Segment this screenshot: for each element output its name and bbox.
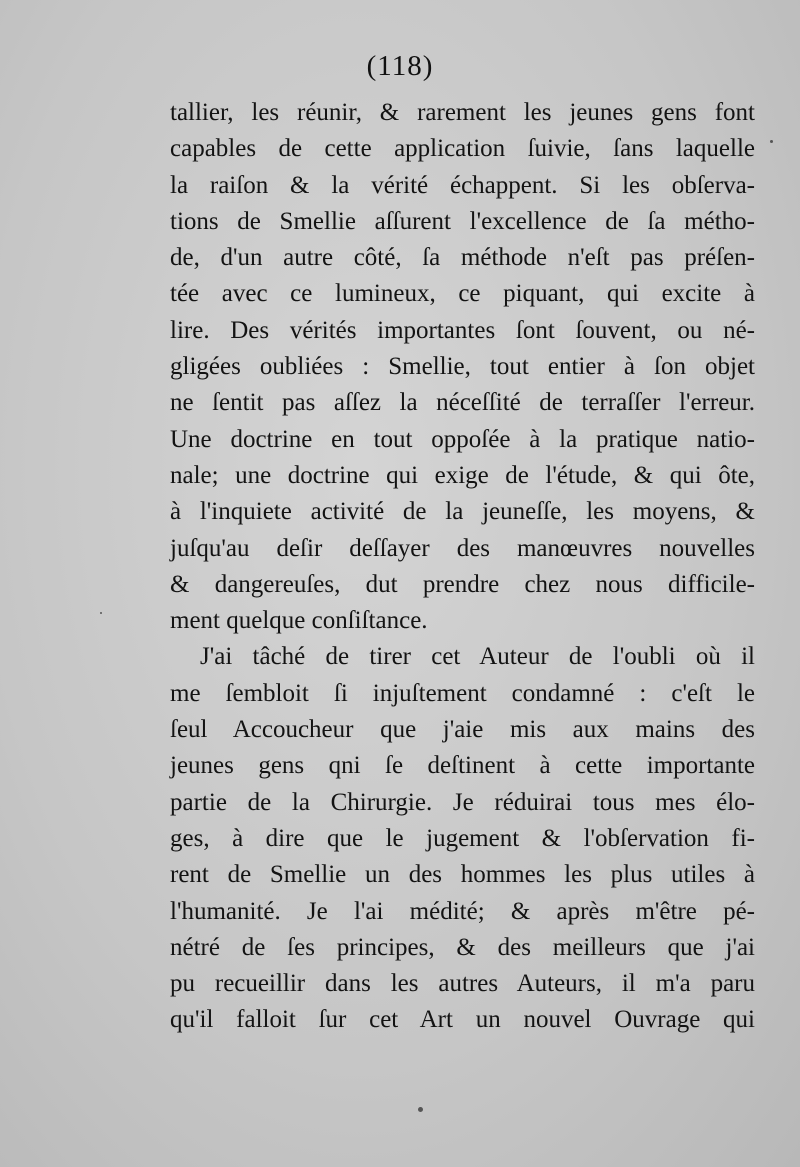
text-line: pu recueillir dans les autres Auteurs, il m'a paru [170, 970, 755, 998]
ink-speck [770, 140, 773, 143]
ink-speck [100, 612, 102, 614]
text-line: ne ſentit pas aſſez la néceſſité de terraſſer l'erreur. [170, 389, 755, 417]
ink-speck [418, 1107, 423, 1112]
text-line: nétré de ſes principes, & des meilleurs que j'ai [170, 933, 755, 961]
text-line: qu'il falloit ſur cet Art un nouvel Ouvrage qui [170, 1006, 755, 1034]
text-line: tée avec ce lumineux, ce piquant, qui excite à [170, 280, 755, 308]
paragraph-2 [170, 639, 755, 1038]
text-line: & dangereuſes, dut prendre chez nous difficile- [170, 570, 755, 598]
text-line: à l'inquiete activité de la jeuneſſe, les moyens, & [170, 498, 755, 526]
text-line: rent de Smellie un des hommes les plus utiles à [170, 861, 755, 889]
text-line: ges, à dire que le jugement & l'obſervation fi- [170, 824, 755, 852]
text-line: la raiſon & la vérité échappent. Si les obſerva- [170, 171, 755, 199]
text-line: J'ai tâché de tirer cet Auteur de l'oubli où il [200, 643, 755, 671]
text-line: tions de Smellie aſſurent l'excellence de ſa métho- [170, 207, 755, 235]
body-text [170, 95, 755, 1039]
text-line: juſqu'au deſir deſſayer des manœuvres nouvelles [170, 534, 755, 562]
text-line: gligées oubliées : Smellie, tout entier à ſon objet [170, 353, 755, 381]
page-number: (118) [366, 50, 434, 82]
text-line: Une doctrine en tout oppoſée à la pratique natio- [170, 425, 755, 453]
text-line: lire. Des vérités importantes ſont ſouvent, ou né- [170, 316, 755, 344]
text-line: de, d'un autre côté, ſa méthode n'eſt pas préſen- [170, 244, 755, 272]
text-line: me ſembloit ſi injuſtement condamné : c'eſt le [170, 679, 755, 707]
text-line: capables de cette application ſuivie, ſans laquelle [170, 135, 755, 163]
text-line: partie de la Chirurgie. Je réduirai tous mes élo- [170, 788, 755, 816]
text-line: ment quelque conſiſtance. [170, 607, 428, 635]
text-line: l'humanité. Je l'ai médité; & après m'être pé- [170, 897, 755, 925]
text-line: jeunes gens qni ſe deſtinent à cette importante [170, 752, 755, 780]
text-line: nale; une doctrine qui exige de l'étude, & qui ôte, [170, 461, 755, 489]
paragraph-1 [170, 95, 755, 639]
text-line: ſeul Accoucheur que j'aie mis aux mains des [170, 716, 755, 744]
text-line: tallier, les réunir, & rarement les jeunes gens font [170, 99, 755, 126]
